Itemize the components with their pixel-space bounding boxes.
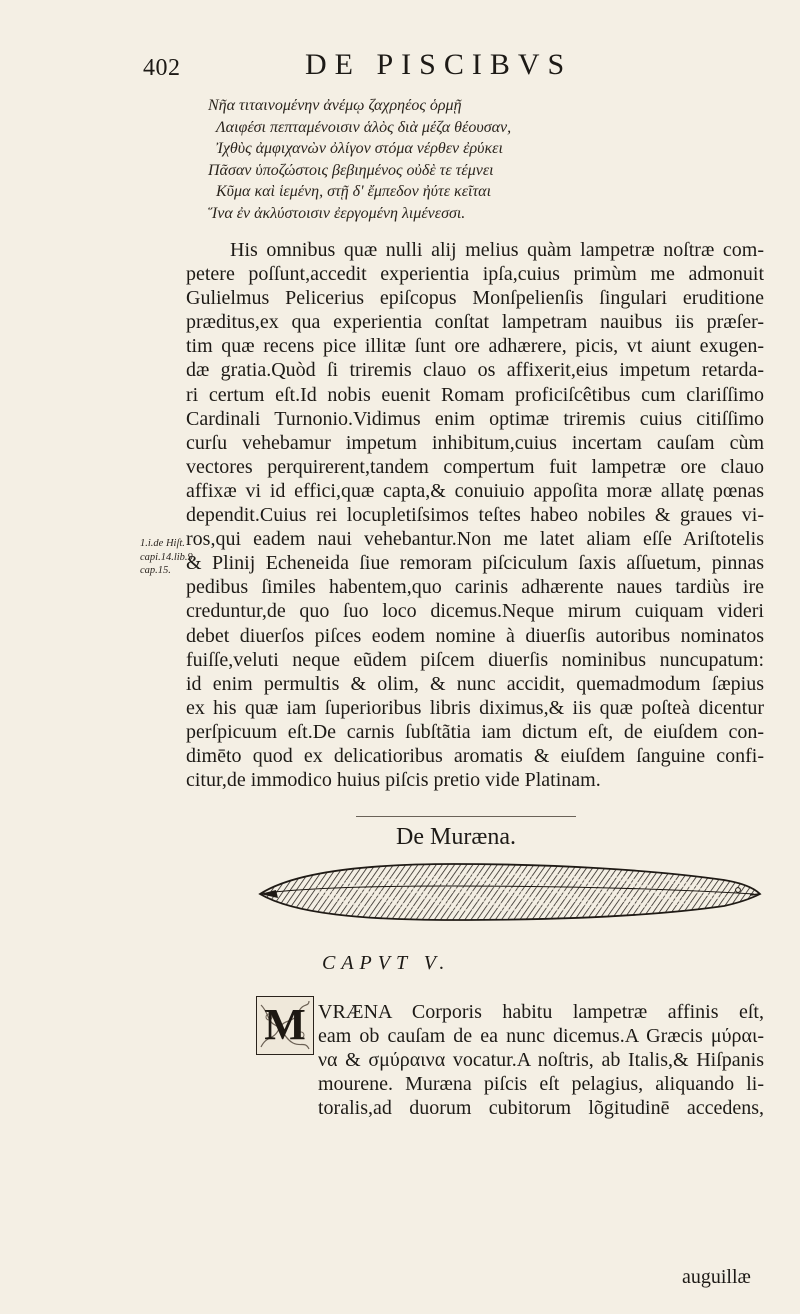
text-line: pedibus ſimiles habentem,quo carinis adhærente naues tardiùs ire bbox=[186, 576, 764, 599]
greek-verse-line: Κῦμα καὶ ἱεμένη, στῇ δ' ἔμπεδον ἠύτε κεῖται bbox=[216, 183, 492, 201]
text-line: affixæ vi id effici,quæ capta,& conuiuio appoſita moræ allatę pœnas bbox=[186, 479, 764, 502]
text-line: creduntur,de quo ſuo loco dicemus.Neque mirum cuiquam videri bbox=[186, 600, 764, 623]
text-line: ex his quæ iam ſuperioribus libris diximus,& iis quæ poſteà dicentur bbox=[186, 696, 764, 719]
greek-verse-line: Λαιφέσι πεπταμένοισιν ἁλὸς διὰ μέζα θέουσαν, bbox=[216, 118, 512, 136]
text-line: Cardinali Turnonio.Vidimus enim optimæ triremis cuius citiſſimo bbox=[186, 407, 764, 430]
text-line: dæ gratia.Quòd ſi triremis clauo os affixerit,eius impetum retarda- bbox=[186, 359, 764, 382]
text-line-last: citur,de immodico huius piſcis pretio vide Platinam. bbox=[186, 769, 601, 792]
greek-verse-line: Νῆα τιταινομένην ἀνέμῳ ζαχρηέος ὁρμῇ bbox=[208, 97, 462, 114]
initial-letter: M bbox=[264, 1000, 306, 1049]
section-title: De Muræna. bbox=[396, 824, 516, 850]
marginal-note bbox=[140, 537, 196, 578]
text-line: fuiſſe,veluti neque eũdem piſcem diuerſis nominibus nuncupatum: bbox=[186, 648, 764, 671]
greek-verse-line: Πᾶσαν ὑποζώστοις βεβιημένος οὐδὲ τε τέμνει bbox=[208, 161, 494, 179]
text-line: debet diuerſos piſces eodem nomine à diuerſis autoribus nominatos bbox=[186, 624, 764, 647]
text-line: curſu vehebamur impetum inhibitum,cuius incertam cauſam cùm bbox=[186, 431, 764, 454]
text-line: id enim permultis & olim, & nunc accidit, quemadmodum ſæpius bbox=[186, 672, 764, 695]
greek-verse-line: Ἰχθὺς ἀμφιχανὼν ὀλίγον στόμα νέρθεν ἐρύκει bbox=[216, 140, 503, 158]
marginal-note-line: cap.15. bbox=[140, 565, 171, 576]
chapter-label: CAPVT V. bbox=[322, 952, 451, 974]
text-line: perſpicuum eſt.De carnis ſubſtãtia iam dictum eſt, de eiuſdem con- bbox=[186, 720, 764, 743]
decorated-initial bbox=[256, 996, 314, 1055]
text-line: præditus,ex qua experientia conſtat lampetram nauibus iis præſer- bbox=[186, 311, 764, 334]
running-title: DE PISCIBVS bbox=[305, 48, 573, 81]
text-line: His omnibus quæ nulli alij melius quàm lampetræ noſtræ com- bbox=[230, 239, 764, 261]
greek-verse-block bbox=[208, 95, 768, 225]
main-paragraph bbox=[186, 238, 764, 792]
greek-verse-line: Ἵνα ἐν ἀκλύστοισιν ἐεργομένη λιμένεσσι. bbox=[208, 204, 466, 222]
text-line: dimēto quod ex delicatioribus aromatis & eiuſdem ſanguine confi- bbox=[186, 744, 764, 767]
text-line: Gulielmus Pelicerius epiſcopus Monſpelienſis ſingulari eruditione bbox=[186, 287, 764, 310]
moray-eel-woodcut-icon bbox=[254, 854, 764, 928]
text-line: ri certum eſt.Id nobis euenit Romam proficiſcêtibus cum clariſſimo bbox=[186, 383, 764, 406]
text-line: eam ob cauſam de ea nunc dicemus.A Græcis μύραι- bbox=[318, 1025, 764, 1048]
text-line: ros,qui eadem naui vehebantur.Non me latet aliam eſſe Ariſtotelis bbox=[186, 528, 764, 551]
text-line: tim quæ recens pice illitæ ſunt ore adhærere, picis, vt aiunt exugen- bbox=[186, 335, 764, 358]
text-line: petere poſſunt,accedit experientia ipſa,cuius primùm me admonuit bbox=[186, 263, 764, 286]
text-line: mourene. Muræna piſcis eſt pelagius, aliquando li- bbox=[318, 1073, 764, 1096]
text-line: VRÆNA Corporis habitu lampetræ affinis eſt, bbox=[318, 1001, 764, 1023]
page-number: 402 bbox=[143, 55, 181, 81]
catchword: auguillæ bbox=[682, 1266, 751, 1288]
text-line: vectores perquirerent,tandem compertum fuit lampetræ ore clauo bbox=[186, 455, 764, 478]
section-divider bbox=[356, 816, 576, 817]
text-line: toralis,ad duorum cubitorum lõgitudinē accedens, bbox=[318, 1097, 764, 1120]
text-line: να & σμύραινα vocatur.A noſtris, ab Italis,& Hiſpanis bbox=[318, 1049, 764, 1072]
text-line: & Plinij Echeneida ſiue remoram piſciculum ſaxis aſſuetum, pinnas bbox=[186, 552, 764, 575]
chapter-paragraph bbox=[318, 1000, 764, 1120]
marginal-note-line: capi.14.lib.9. bbox=[140, 551, 196, 563]
marginal-note-line: 1.i.de Hiſt. bbox=[140, 538, 185, 549]
text-line: dependit.Cuius rei locupletiſsimos teſtes habeo nobiles & graues vi- bbox=[186, 504, 764, 527]
